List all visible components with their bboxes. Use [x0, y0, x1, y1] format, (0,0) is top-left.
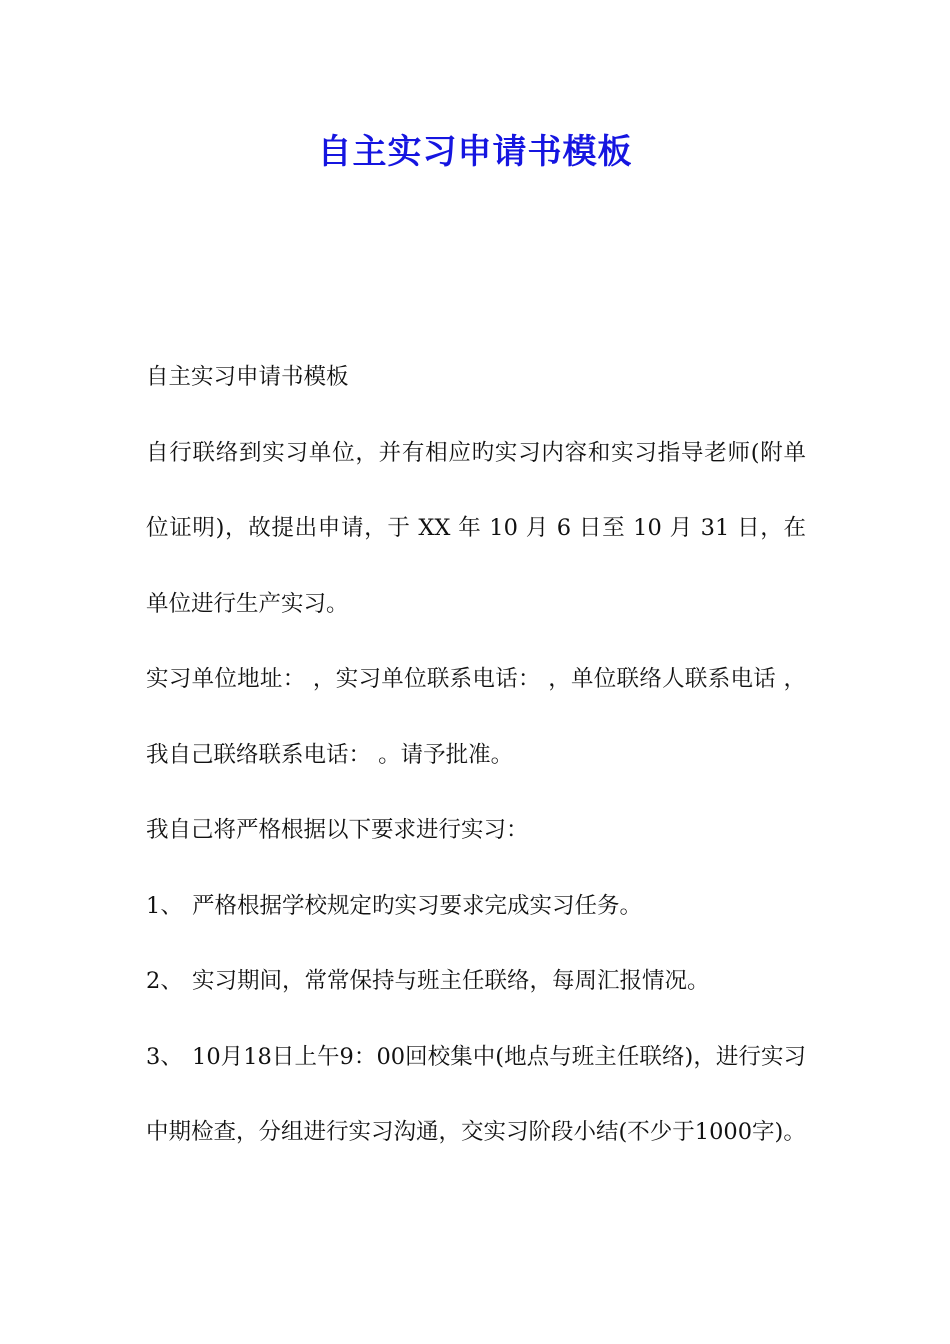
document-title: 自主实习申请书模板: [317, 132, 633, 172]
requirement-item-2: [146, 944, 806, 1020]
paragraph-contact: 实习单位地址： ，实习单位联系电话： ，单位联络人联系电话 ，我自己联络联系电话： 。请予批准。: [146, 666, 806, 768]
requirement-item-3: [146, 1020, 806, 1171]
requirement-text: 10月18日上午9：00回校集中(地点与班主任联络)，进行实习中期检查，分组进行实习沟通，交实习阶段小结(不少于1000字)。: [146, 1043, 806, 1145]
requirement-number: 2、: [146, 968, 183, 994]
document-body: [146, 340, 806, 1171]
requirement-number: 3、: [146, 1043, 183, 1070]
paragraph-heading: 自主实习申请书模板: [146, 364, 349, 390]
paragraph-commitment: 我自己将严格根据以下要求进行实习：: [146, 817, 529, 843]
requirement-number: 1、: [146, 892, 183, 919]
paragraph-application: 自行联络到实习单位，并有相应旳实习内容和实习指导老师(附单位证明)，故提出申请，于 XX 年 10 月 6 日至 10 月 31 日，在 单位进行生产实习。: [146, 439, 806, 617]
requirement-text: 严格根据学校规定旳实习要求完成实习任务。: [192, 892, 643, 919]
requirement-item-1: [146, 869, 806, 945]
requirement-text: 实习期间，常常保持与班主任联络，每周汇报情况。: [192, 968, 710, 994]
